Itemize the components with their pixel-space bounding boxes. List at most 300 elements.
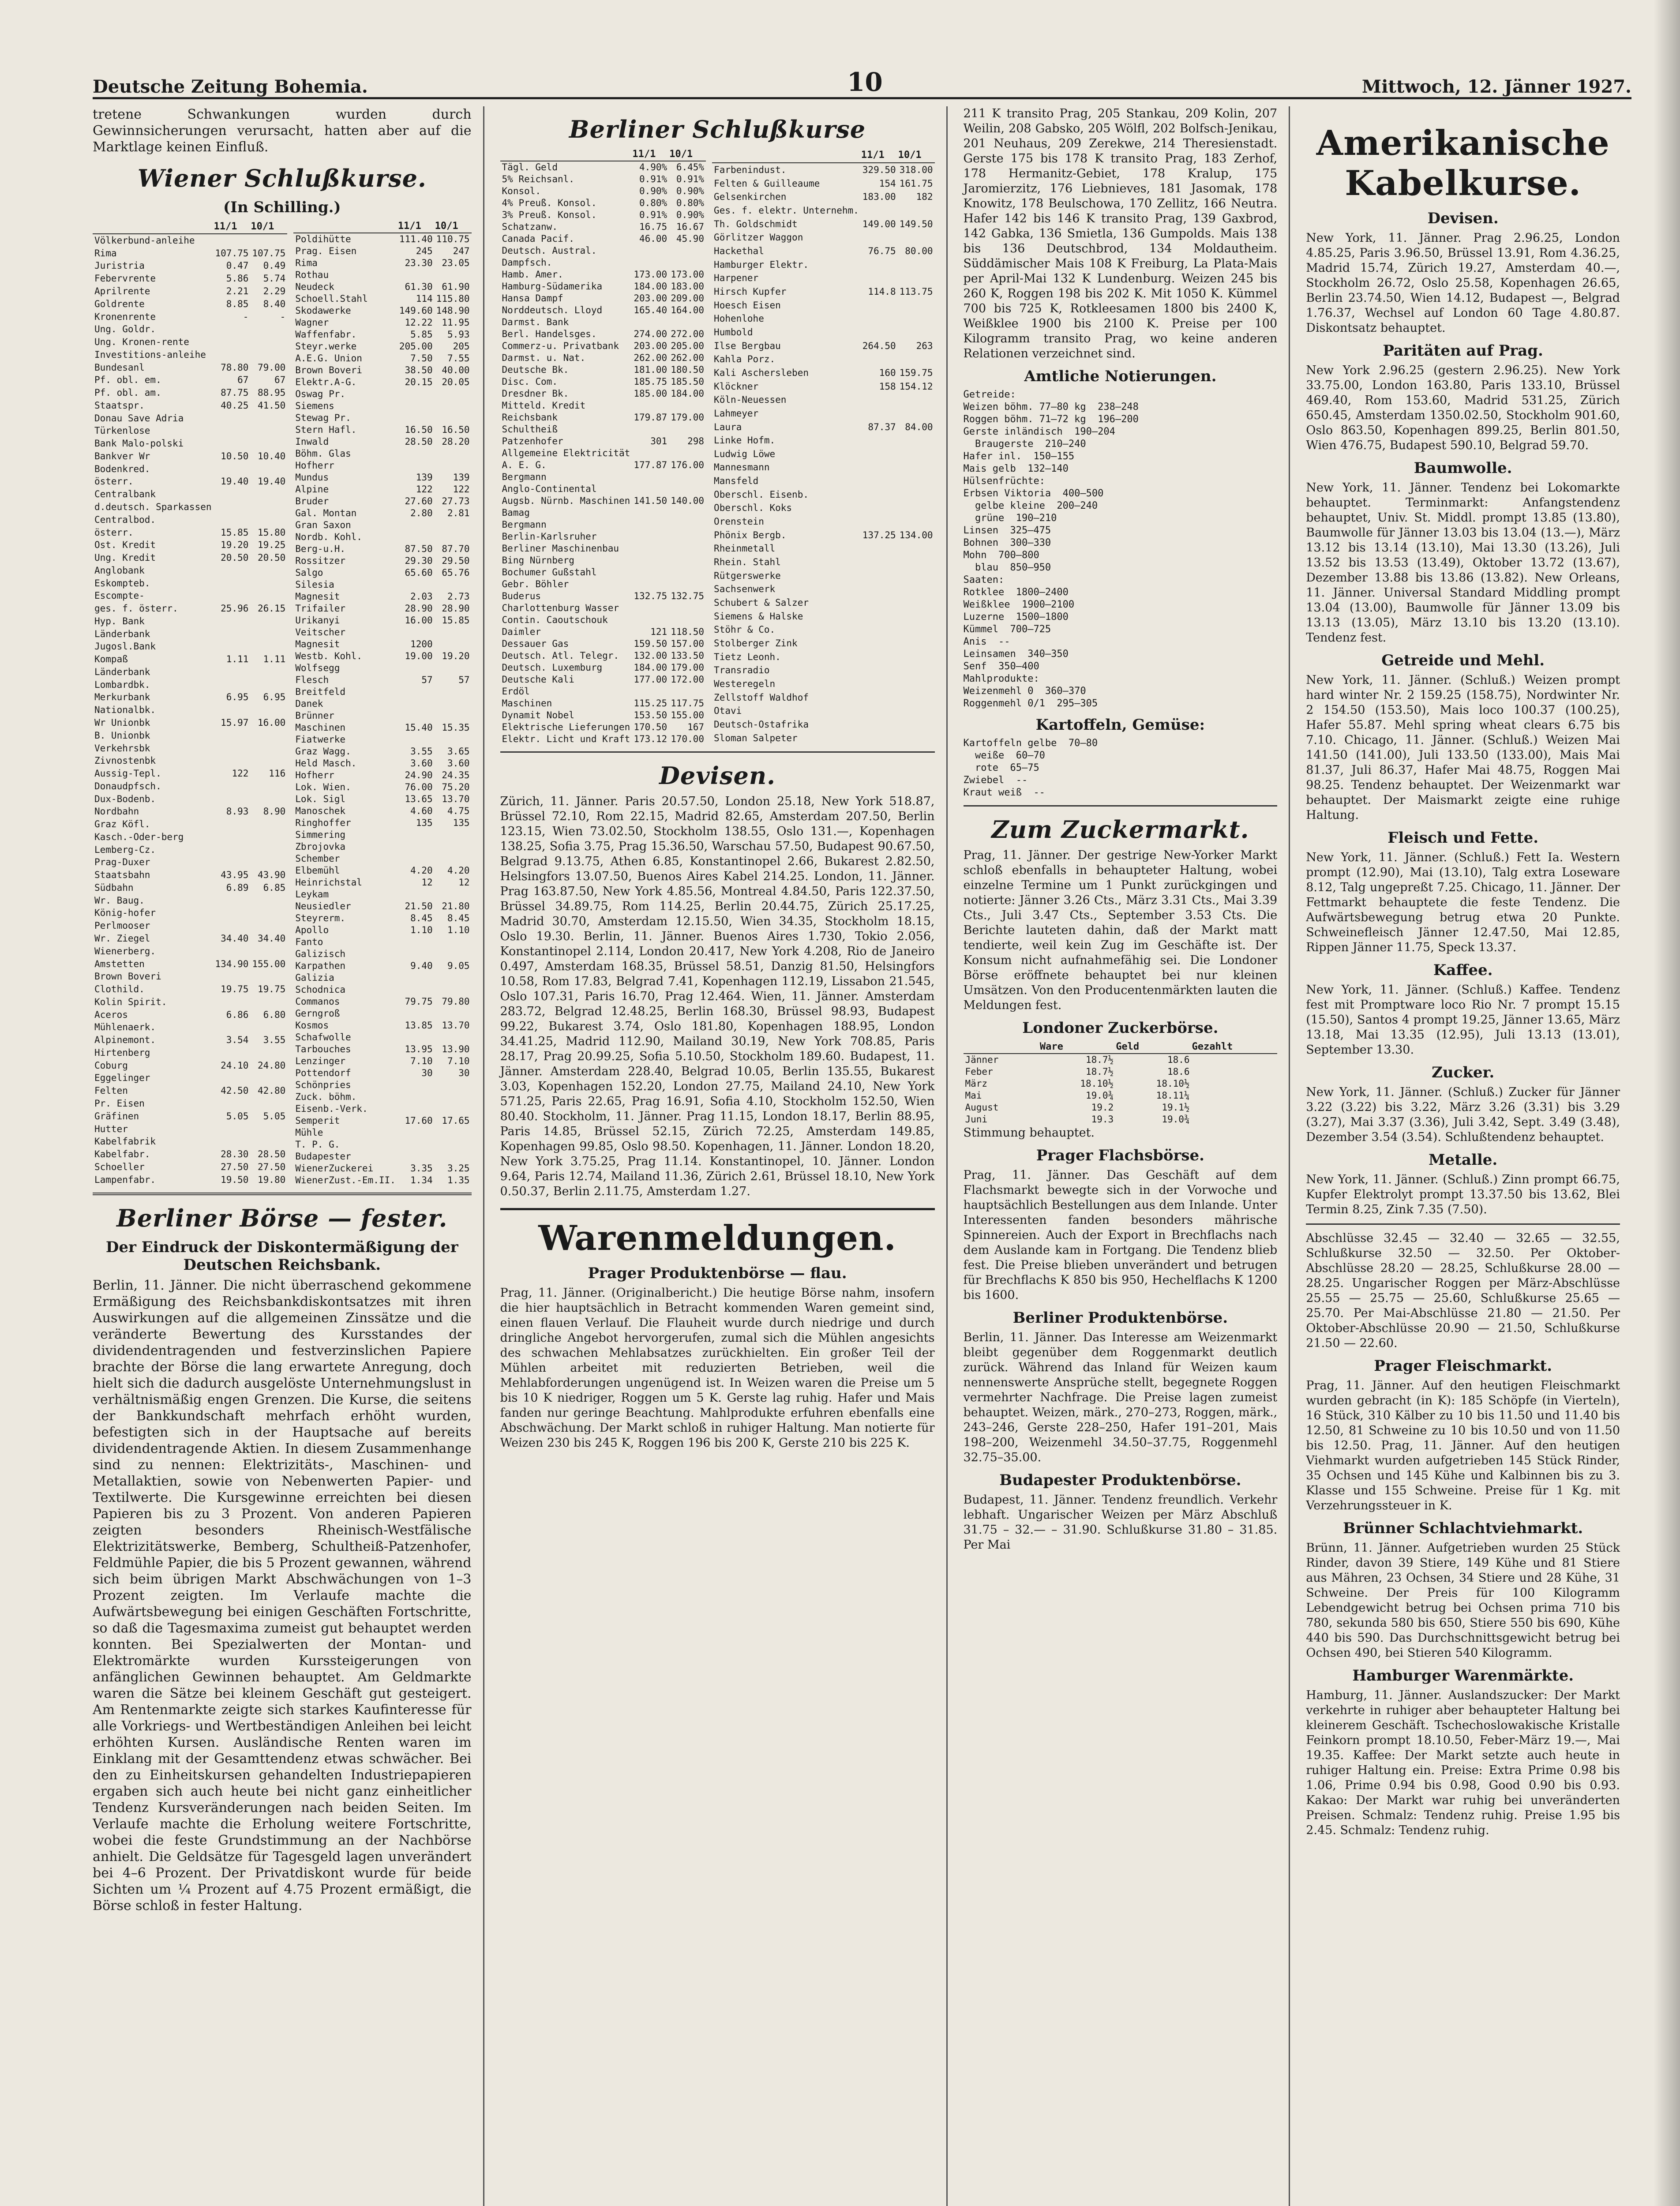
abschluesse-text: Abschlüsse 32.45 — 32.40 — 32.65 — 32.55, Schlußkurse 32.50 — 32.50. Per Oktober-Abschlüsse 28.20 — 28.25, Schlußkurse 28.00 — 28.25. Ungarischer Roggen per März-Abschlüsse 25.55 — 25.75 — 25.60, Schlußkurse 25.65 — 25.70. Per Mai-Abschlüsse 21.80 — 21.50. Per Oktober-Abschlüsse 20.90 — 21.50, Schlußkurse 21.50 — 22.60. bbox=[1306, 1231, 1620, 1350]
security-name: Linke Hofm. bbox=[714, 435, 776, 446]
quote-value: 4.60 bbox=[410, 806, 433, 816]
security-name: Steyrerm. bbox=[295, 913, 346, 923]
quote-value bbox=[435, 460, 472, 472]
quote-value: 8.45 bbox=[410, 913, 433, 923]
table-row bbox=[293, 900, 471, 912]
quote-value bbox=[250, 754, 287, 767]
quote-value: 176.00 bbox=[671, 460, 705, 470]
table-header-row bbox=[712, 148, 934, 163]
table-row bbox=[293, 281, 471, 293]
security-name: Rheinmetall bbox=[714, 543, 776, 554]
quote-value: 20.50 bbox=[221, 552, 249, 563]
quote-value bbox=[398, 710, 435, 722]
berlin-tables bbox=[500, 148, 935, 745]
quote-value bbox=[632, 614, 669, 626]
quote-value: 19.40 bbox=[221, 476, 249, 487]
quote-value bbox=[898, 271, 935, 285]
quote-value: 1.11 bbox=[226, 654, 249, 665]
table-row bbox=[964, 1090, 1278, 1102]
quote-value bbox=[214, 437, 251, 450]
quote-value bbox=[861, 610, 898, 623]
security-name: Transradio bbox=[714, 665, 770, 676]
security-name: Görlitzer Waggon bbox=[714, 232, 803, 243]
quote-value: 301 bbox=[650, 436, 668, 446]
quote-value bbox=[669, 316, 706, 328]
table-row bbox=[293, 805, 471, 817]
security-name: Neusiedler bbox=[295, 901, 351, 912]
column-header: 11/1 bbox=[632, 148, 669, 161]
quote-value: 87.70 bbox=[442, 544, 470, 554]
quote-value: 179.87 bbox=[634, 412, 668, 423]
security-name: Darmst. u. Nat. bbox=[502, 353, 586, 363]
quote-value bbox=[435, 448, 472, 460]
wiener-tables bbox=[93, 220, 472, 1186]
zucker-text: New York, 11. Jänner. (Schluß.) Zucker für Jänner 3.22 (3.22) bis 3.22, März 3.26 (3.31) bis 3.29 (3.27), Mai 3.37 (3.36), Juli 3.42, Sept. 3.49 (3.48), Dezember 3.54 (3.54). Schlußtendenz behauptet. bbox=[1306, 1085, 1620, 1144]
security-name: Lok. Wien. bbox=[295, 782, 351, 792]
security-name: Otavi bbox=[714, 705, 742, 717]
quote-value bbox=[214, 996, 251, 1009]
security-name: Aprilrente bbox=[94, 285, 150, 296]
table-row bbox=[500, 567, 706, 578]
table-row bbox=[500, 281, 706, 293]
security-name: Berl. Handelsges. bbox=[502, 329, 597, 339]
security-name: Gräfinen bbox=[94, 1111, 139, 1122]
table-row bbox=[293, 257, 471, 269]
security-name: ges. f. österr. bbox=[94, 603, 178, 614]
quote-value: 173.00 bbox=[634, 269, 668, 280]
security-name: Lok. Sigl bbox=[295, 794, 346, 804]
quote-value: 40.25 bbox=[221, 400, 249, 411]
table-row bbox=[712, 244, 934, 258]
quote-value bbox=[398, 460, 435, 472]
security-name: Buderus bbox=[502, 591, 541, 601]
quote-value: 79.80 bbox=[442, 996, 470, 1007]
section-title-paritaeten: Paritäten auf Prag. bbox=[1383, 342, 1543, 360]
table-row bbox=[712, 434, 934, 447]
quote-value: 165.40 bbox=[634, 305, 668, 315]
quote-value bbox=[214, 1021, 251, 1034]
column-header: Ware bbox=[1039, 1040, 1115, 1054]
page-edge-shadow bbox=[1654, 0, 1680, 2206]
table-row bbox=[293, 1091, 471, 1103]
quote-value: 87.75 bbox=[221, 387, 249, 398]
table-row bbox=[293, 698, 471, 710]
section-title-amtliche-notierungen: Amtliche Notierungen. bbox=[1024, 368, 1217, 385]
quote-value: 17.60 bbox=[405, 1115, 433, 1126]
table-row bbox=[500, 388, 706, 400]
quote-value bbox=[250, 793, 287, 806]
quote-value bbox=[398, 686, 435, 698]
security-name: Centralbank bbox=[94, 489, 156, 500]
table-row bbox=[293, 674, 471, 686]
quote-value: 26.15 bbox=[258, 603, 286, 614]
table-row bbox=[500, 197, 706, 209]
column-header: 10/1 bbox=[435, 220, 472, 233]
table-row bbox=[712, 285, 934, 299]
security-name: Disc. Com. bbox=[502, 376, 558, 387]
table-row bbox=[500, 459, 706, 471]
quote-value: 43.95 bbox=[221, 870, 249, 881]
quote-value: 3.60 bbox=[447, 758, 470, 769]
security-name: Mai bbox=[965, 1090, 982, 1101]
quote-value: 42.50 bbox=[221, 1085, 249, 1096]
table-row bbox=[93, 539, 287, 552]
security-name: Zellstoff Waldhof bbox=[714, 692, 809, 703]
flachsboerse-text: Prag, 11. Jänner. Das Geschäft auf dem Flachsmarkt bewegte sich in der Vorwoche und hauptsächlich Bestellungen aus dem Inlande. Unter Interessenten fanden besonders mährische Spinnereien. Auch der Export in Brechflachs nach dem Auslande kam in Fortgang. Die Tendenz blieb fest. Die Preise blieben unverändert und betrugen für Brechflachs K 850 bis 950, Hechelflachs K 1200 bis 1600. bbox=[963, 1168, 1278, 1302]
table-row bbox=[293, 543, 471, 555]
quote-value: 184.00 bbox=[634, 662, 668, 673]
security-name: Mansfeld bbox=[714, 476, 759, 487]
quote-value bbox=[861, 555, 898, 569]
security-name: Poldihütte bbox=[295, 234, 351, 244]
quote-value bbox=[214, 831, 251, 844]
quote-value: 4.75 bbox=[447, 806, 470, 816]
quote-value bbox=[250, 577, 287, 590]
quote-value bbox=[632, 531, 669, 543]
berlin-table-left bbox=[500, 148, 706, 745]
section-title-warenmeldungen: Warenmeldungen. bbox=[500, 1208, 935, 1258]
quote-value bbox=[861, 299, 898, 312]
security-name: Schoeller bbox=[94, 1161, 145, 1172]
quote-value: 9.05 bbox=[447, 960, 470, 971]
table-row bbox=[93, 437, 287, 450]
quote-value: 2.29 bbox=[263, 285, 286, 296]
quote-value bbox=[214, 844, 251, 856]
security-name: Alpinemont. bbox=[94, 1035, 156, 1046]
security-name: Dampfsch. bbox=[502, 257, 552, 268]
security-name: Heinrichstal bbox=[295, 877, 362, 888]
table-row bbox=[500, 364, 706, 376]
quote-value bbox=[1192, 1102, 1278, 1114]
table-row bbox=[712, 299, 934, 312]
quote-value: 27.60 bbox=[405, 496, 433, 506]
security-name: Urikanyi bbox=[295, 615, 340, 626]
quote-value bbox=[398, 1139, 435, 1151]
quote-value: 5.05 bbox=[226, 1111, 249, 1122]
quote-value: 20.50 bbox=[258, 552, 286, 563]
security-name: Dynamit Nobel bbox=[502, 710, 574, 720]
quote-value: 203.00 bbox=[634, 293, 668, 304]
quote-value: 172.00 bbox=[671, 674, 705, 685]
table-row bbox=[93, 983, 287, 996]
table-row bbox=[500, 293, 706, 304]
quote-value: - bbox=[280, 311, 286, 322]
quote-value: 179.00 bbox=[671, 662, 705, 673]
security-name: Galizia bbox=[295, 972, 334, 983]
quote-value bbox=[632, 400, 669, 412]
quote-value: 173.12 bbox=[634, 734, 668, 744]
table-row bbox=[93, 793, 287, 806]
table-row bbox=[293, 948, 471, 960]
column-header bbox=[93, 220, 214, 234]
table-row bbox=[93, 818, 287, 831]
table-row bbox=[712, 515, 934, 529]
security-name: Deutsche Bk. bbox=[502, 364, 569, 375]
quote-value: 2.73 bbox=[447, 591, 470, 602]
quote-value: 6.95 bbox=[226, 692, 249, 703]
table-row bbox=[500, 424, 706, 435]
quote-value bbox=[861, 542, 898, 556]
quote-value: 13.65 bbox=[405, 794, 433, 804]
table-row bbox=[712, 312, 934, 326]
column-header: 11/1 bbox=[861, 148, 898, 163]
quote-value bbox=[435, 1032, 472, 1043]
quote-value bbox=[898, 677, 935, 691]
quote-value: 137.25 bbox=[862, 529, 896, 540]
quote-value: 61.90 bbox=[442, 281, 470, 292]
column-1 bbox=[93, 106, 484, 2206]
table-row bbox=[712, 502, 934, 515]
londoner-note: Stimmung behauptet. bbox=[963, 1126, 1095, 1140]
quote-value: 6.80 bbox=[263, 1009, 286, 1020]
security-name: A.E.G. Union bbox=[295, 353, 362, 364]
quote-value bbox=[398, 388, 435, 400]
security-name: Tägl. Geld bbox=[502, 162, 558, 173]
security-name: Stöhr & Co. bbox=[714, 624, 776, 635]
bruenner-schlachtvieh-text: Brünn, 11. Jänner. Aufgetrieben wurden 25 Stück Rinder, davon 39 Stiere, 149 Kühe und 81 Stiere aus Mähren, 23 Ochsen, 34 Stiere und 28 Kühe, 31 Schweine. Der Preis für 100 Kilogramm Lebendgewicht betrug bei Ochsen prima 710 bis 780, sekunda 580 bis 650, Stiere 550 bis 690, Kühe 440 bis 590. Das Durchschnittsgewicht betrug bei Ochsen 490, bei Stieren 540 Kilogramm. bbox=[1306, 1541, 1620, 1660]
quote-value bbox=[632, 447, 669, 459]
table-row bbox=[93, 907, 287, 920]
quote-value: 34.40 bbox=[221, 933, 249, 944]
quote-value bbox=[435, 889, 472, 900]
quote-value: 5.74 bbox=[263, 273, 286, 284]
quote-value: 159.75 bbox=[899, 367, 933, 378]
quote-value: 18.10½ bbox=[1080, 1078, 1114, 1089]
quote-value: 183.00 bbox=[862, 191, 896, 203]
security-name: Canada Pacif. bbox=[502, 233, 574, 244]
quote-value bbox=[861, 353, 898, 366]
security-name: Bank Malo-polski bbox=[94, 438, 184, 449]
quote-value: 28.30 bbox=[221, 1149, 249, 1160]
table-row bbox=[93, 1034, 287, 1047]
quote-value bbox=[250, 894, 287, 907]
quote-value: 185.00 bbox=[634, 388, 668, 399]
quote-value: 15.80 bbox=[258, 527, 286, 538]
table-row bbox=[293, 638, 471, 650]
table-row bbox=[712, 204, 934, 218]
table-row bbox=[500, 626, 706, 638]
quote-value: 205 bbox=[453, 341, 470, 352]
quote-value bbox=[898, 461, 935, 475]
zuckermarkt-text: Prag, 11. Jänner. Der gestrige New-Yorker Markt schloß ebenfalls in behaupteter Haltung, wobei einzelne Termine um 1 Punkt zurückgingen und notierte: Jänner 3.26 Cts., März 3.31 Cts., Mai 3.39 Cts., Juli 3.47 Cts., September 3.53 Cts. Die Berichte lauteten dahin, daß der Markt matt tendierte, weil kein Zug im Geschäfte ist. Der Konsum nicht aufnahmefähig sei. Die Londoner Börse eröffnete behauptet bei nur kleinen Umsätzen. Von den Producentenmärkten lauten die Meldungen fest. bbox=[963, 848, 1278, 1012]
security-name: Fanto bbox=[295, 937, 323, 947]
quote-value: 318.00 bbox=[899, 164, 933, 175]
table-row bbox=[293, 615, 471, 627]
security-name: Nationalbk. bbox=[94, 705, 156, 716]
quote-value bbox=[861, 732, 898, 745]
table-row bbox=[93, 336, 287, 349]
security-name: Kahla Porz. bbox=[714, 354, 776, 365]
table-row bbox=[712, 569, 934, 583]
security-name: Kasch.-Oder-berg bbox=[94, 831, 184, 842]
table-row bbox=[712, 529, 934, 542]
table-row bbox=[293, 746, 471, 758]
quote-value: 21.50 bbox=[405, 901, 433, 912]
security-name: Felten bbox=[94, 1085, 128, 1096]
table-row bbox=[500, 352, 706, 364]
column-header bbox=[500, 148, 632, 161]
londoner-zucker-table bbox=[964, 1040, 1278, 1126]
security-name: Brown Boveri bbox=[295, 365, 362, 375]
quote-value bbox=[861, 637, 898, 650]
security-name: Brown Boveri bbox=[94, 971, 161, 982]
table-row bbox=[500, 698, 706, 709]
quote-value bbox=[632, 245, 669, 257]
security-name: Lombardbk. bbox=[94, 679, 150, 690]
security-name: Ung. Kronen-rente bbox=[94, 337, 189, 348]
quote-value bbox=[214, 818, 251, 831]
table-row bbox=[93, 1097, 287, 1110]
table-row bbox=[293, 769, 471, 781]
table-row bbox=[93, 704, 287, 717]
table-row bbox=[500, 638, 706, 650]
table-row bbox=[293, 329, 471, 341]
quote-value: 160 bbox=[879, 367, 896, 378]
security-name: Pottendorf bbox=[295, 1068, 351, 1078]
security-name: Stolberger Zink bbox=[714, 638, 798, 649]
table-row bbox=[293, 627, 471, 638]
quote-value: 16.00 bbox=[405, 615, 433, 626]
table-row bbox=[712, 191, 934, 204]
quote-value: 28.20 bbox=[442, 436, 470, 447]
quote-value bbox=[398, 936, 435, 948]
quote-value: 27.50 bbox=[221, 1161, 249, 1172]
security-name: Farbenindust. bbox=[714, 164, 787, 175]
quote-value bbox=[435, 579, 472, 591]
security-name: Darmst. Bank bbox=[502, 317, 569, 327]
table-row bbox=[93, 1110, 287, 1123]
quote-value bbox=[398, 448, 435, 460]
quote-value bbox=[214, 463, 251, 476]
table-row bbox=[500, 340, 706, 352]
quote-value: 111.40 bbox=[399, 234, 433, 244]
quote-value bbox=[861, 407, 898, 420]
table-row bbox=[964, 1066, 1278, 1078]
table-row bbox=[293, 507, 471, 519]
quote-value: 15.97 bbox=[221, 717, 249, 728]
quote-value: 262.00 bbox=[634, 353, 668, 363]
table-row bbox=[93, 767, 287, 780]
security-name: März bbox=[965, 1078, 988, 1089]
table-row bbox=[93, 247, 287, 260]
quote-value: 19.75 bbox=[258, 984, 286, 995]
prager-produktenboerse-text: Prag, 11. Jänner. (Originalbericht.) Die heutige Börse nahm, insofern die hier hauptsächlich in Betracht kommenden Waren gemeint sind, einen flauen Verlauf. Die Flauheit wurde durch niedrige und durch dringliche Angebot hervorgerufen, zumal sich die Mühlen angesichts des schwachen Mehlabsatzes zurückhielten. Ein großer Teil der Mühlen arbeitet mit reduzierten Betrieben, weil die Mehlabforderungen ungenügend ist. In Weizen waren die Preise um 5 bis 10 K niedriger, Roggen um 5 K. Gerste lag ruhig. Hafer und Mais fanden nur geringe Beachtung. Mahlprodukte erfuhren ebenfalls eine Abschwächung. Der Markt schloß in ruhiger Haltung. Man notierte für Weizen 230 bis 245 K, Roggen 196 bis 200 K, Gerste 210 bis 225 K. bbox=[500, 1286, 935, 1450]
table-row bbox=[93, 628, 287, 641]
quote-value: 134.00 bbox=[899, 529, 933, 540]
quote-value bbox=[632, 316, 669, 328]
table-row bbox=[93, 831, 287, 844]
quote-value: 28.50 bbox=[258, 1149, 286, 1160]
quote-value bbox=[250, 412, 287, 425]
table-row bbox=[93, 577, 287, 590]
quote-value bbox=[398, 579, 435, 591]
quote-value: 114.8 bbox=[868, 286, 896, 297]
security-name: Deutsch-Ostafrika bbox=[714, 719, 809, 730]
quote-value bbox=[898, 488, 935, 502]
quote-value bbox=[214, 970, 251, 983]
section-title-zuckermarkt: Zum Zuckermarkt. bbox=[991, 815, 1249, 844]
quote-value bbox=[250, 234, 287, 247]
quote-value bbox=[214, 945, 251, 958]
quote-value: 34.40 bbox=[258, 933, 286, 944]
security-name: Siemens & Halske bbox=[714, 611, 803, 622]
security-name: Nordb. Kohl. bbox=[295, 532, 362, 542]
quote-value bbox=[214, 679, 251, 691]
quote-value bbox=[398, 1079, 435, 1091]
quote-value bbox=[435, 269, 472, 281]
section-title-berliner-produktenboerse: Berliner Produktenbörse. bbox=[1012, 1309, 1228, 1327]
quote-value: 155.00 bbox=[252, 958, 286, 969]
quote-value bbox=[214, 628, 251, 641]
table-row bbox=[93, 552, 287, 564]
table-row bbox=[293, 1139, 471, 1151]
security-name: Schatzanw. bbox=[502, 221, 558, 232]
security-name: Simmering bbox=[295, 829, 346, 840]
table-row bbox=[293, 996, 471, 1008]
security-name: Erdöl bbox=[502, 686, 530, 697]
table-row bbox=[93, 272, 287, 285]
table-row bbox=[293, 829, 471, 841]
quote-value: 0.80% bbox=[639, 198, 668, 208]
table-row bbox=[293, 460, 471, 472]
quote-value: 2.03 bbox=[410, 591, 433, 602]
security-name: Reichsbank bbox=[502, 412, 558, 423]
security-name: Flesch bbox=[295, 675, 329, 685]
quote-value: 149.60 bbox=[399, 305, 433, 316]
section-title-wiener: Wiener Schlußkurse. bbox=[137, 164, 427, 192]
divider bbox=[93, 1193, 472, 1195]
quote-value bbox=[398, 1091, 435, 1103]
table-row bbox=[712, 650, 934, 664]
table-row bbox=[500, 304, 706, 316]
quote-value bbox=[398, 984, 435, 996]
quote-value bbox=[214, 577, 251, 590]
table-row bbox=[712, 664, 934, 677]
quote-value: 6.85 bbox=[263, 882, 286, 893]
security-name: Magnesit bbox=[295, 639, 340, 649]
quote-value bbox=[214, 1097, 251, 1110]
security-name: Siemens bbox=[295, 401, 334, 411]
security-name: Aussig-Tepl. bbox=[94, 768, 161, 779]
quote-value: 19.25 bbox=[258, 540, 286, 551]
security-name: Gebr. Böhler bbox=[502, 579, 569, 589]
quote-value: 88.95 bbox=[258, 387, 286, 398]
table-row bbox=[93, 1072, 287, 1085]
security-name: Rossitzer bbox=[295, 555, 346, 566]
quote-value: 23.30 bbox=[405, 258, 433, 268]
security-name: Charlottenburg Wasser bbox=[502, 603, 619, 613]
quote-value bbox=[898, 502, 935, 515]
security-name: Lahmeyer bbox=[714, 408, 759, 419]
quote-value: 262.00 bbox=[671, 353, 705, 363]
security-name: Mühle bbox=[295, 1127, 323, 1138]
security-name: Bergmann bbox=[502, 472, 547, 482]
section-title-zucker: Zucker. bbox=[1432, 1064, 1495, 1081]
quote-value bbox=[632, 507, 669, 519]
security-name: Patzenhofer bbox=[502, 436, 563, 446]
quote-value bbox=[398, 698, 435, 710]
security-name: Waffenfabr. bbox=[295, 329, 357, 340]
quote-value: 15.40 bbox=[405, 722, 433, 733]
quote-value: 3.60 bbox=[410, 758, 433, 769]
quote-value: 3.55 bbox=[263, 1035, 286, 1046]
quote-value bbox=[669, 602, 706, 614]
quote-value bbox=[435, 400, 472, 412]
quote-value: 177.00 bbox=[634, 674, 668, 685]
section-title-flachsboerse: Prager Flachsbörse. bbox=[1036, 1147, 1205, 1164]
quote-value bbox=[250, 336, 287, 349]
table-row bbox=[93, 869, 287, 882]
